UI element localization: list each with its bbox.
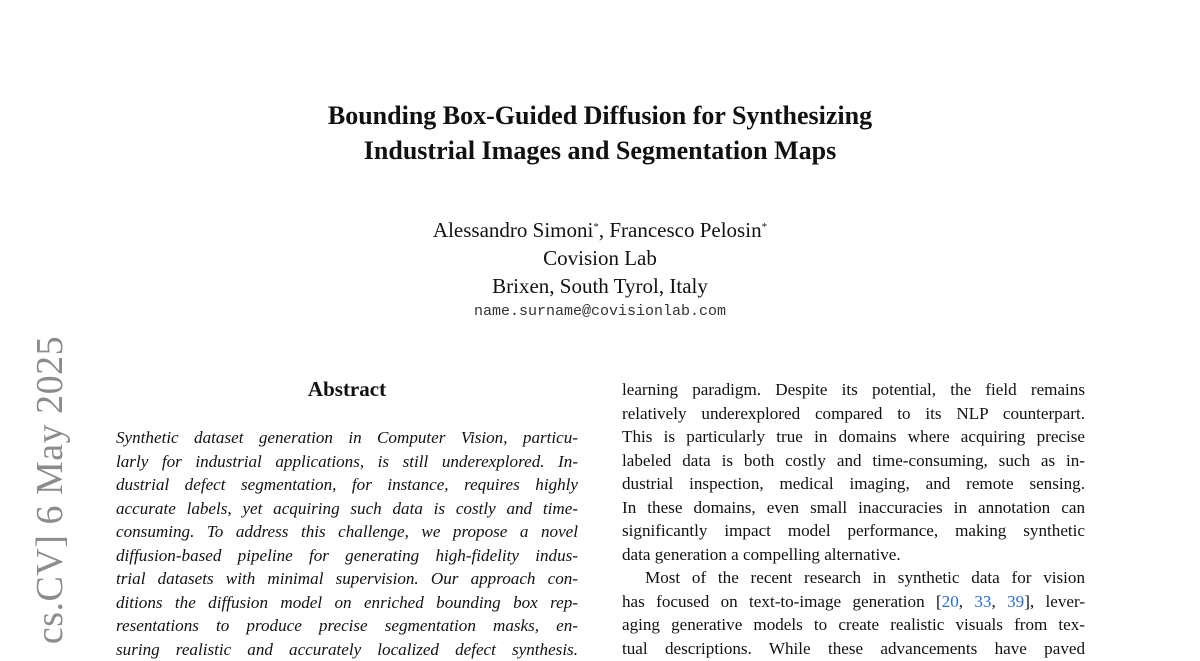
intro-line (622, 590, 1085, 614)
author-names (0, 213, 1200, 244)
intro-line: relatively underexplored compared to its NLP counterpart. (622, 402, 1085, 426)
abstract-line: accurate labels, yet acquiring such data is costly and time- (116, 497, 578, 521)
intro-line: This is particularly true in domains where acquiring precise (622, 425, 1085, 449)
abstract-line: Synthetic dataset generation in Computer Vision, particu- (116, 426, 578, 450)
location: Brixen, South Tyrol, Italy (0, 272, 1200, 300)
arxiv-stamp: cs.CV] 6 May 2025 (28, 336, 72, 644)
abstract-heading: Abstract (116, 375, 578, 403)
abstract-line: trial datasets with minimal supervision. Our approach con- (116, 567, 578, 591)
affiliation: Covision Lab (0, 244, 1200, 272)
email[interactable]: name.surname@covisionlab.com (0, 300, 1200, 324)
citation-separator: , (959, 592, 975, 611)
intro-line: tual descriptions. While these advancements have paved (622, 637, 1085, 661)
intro-line: significantly impact model performance, making synthetic (622, 519, 1085, 543)
abstract-line: dustrial defect segmentation, for instance, requires highly (116, 473, 578, 497)
intro-line: In these domains, even small inaccuracies in annotation can (622, 496, 1085, 520)
intro-text: ], lever- (1024, 592, 1085, 611)
citation-link[interactable]: 33 (974, 592, 991, 611)
equal-contribution-mark: * (593, 221, 599, 233)
abstract-line: resentations to produce precise segmentation masks, en- (116, 614, 578, 638)
abstract-line: larly for industrial applications, is still underexplored. In- (116, 450, 578, 474)
intro-paragraph (622, 566, 1085, 660)
abstract-body (116, 426, 578, 661)
introduction-column (622, 378, 1085, 660)
intro-line: dustrial inspection, medical imaging, and remote sensing. (622, 472, 1085, 496)
citation-link[interactable]: 39 (1007, 592, 1024, 611)
abstract-line: suring realistic and accurately localized defect synthesis. (116, 638, 578, 661)
author-separator: , (599, 218, 610, 242)
equal-contribution-mark: * (762, 221, 768, 233)
intro-line: learning paradigm. Despite its potential, the field remains (622, 378, 1085, 402)
title-line: Bounding Box-Guided Diffusion for Synthesizing (0, 98, 1200, 133)
abstract-line: ditions the diffusion model on enriched bounding box rep- (116, 591, 578, 615)
intro-line: Most of the recent research in synthetic data for vision (622, 566, 1085, 590)
abstract-line: diffusion-based pipeline for generating high-fidelity indus- (116, 544, 578, 568)
abstract-line: consuming. To address this challenge, we propose a novel (116, 520, 578, 544)
intro-text: has focused on text-to-image generation [ (622, 592, 942, 611)
author-name: Alessandro Simoni (433, 218, 593, 242)
citation-link[interactable]: 20 (942, 592, 959, 611)
author-block (0, 213, 1200, 324)
intro-paragraph (622, 378, 1085, 566)
intro-line: aging generative models to create realistic visuals from tex- (622, 613, 1085, 637)
citation-separator: , (991, 592, 1007, 611)
intro-line: data generation a compelling alternative. (622, 543, 1085, 567)
title-line: Industrial Images and Segmentation Maps (0, 133, 1200, 168)
paper-title (0, 98, 1200, 168)
intro-line: labeled data is both costly and time-consuming, such as in- (622, 449, 1085, 473)
author-name: Francesco Pelosin (609, 218, 761, 242)
